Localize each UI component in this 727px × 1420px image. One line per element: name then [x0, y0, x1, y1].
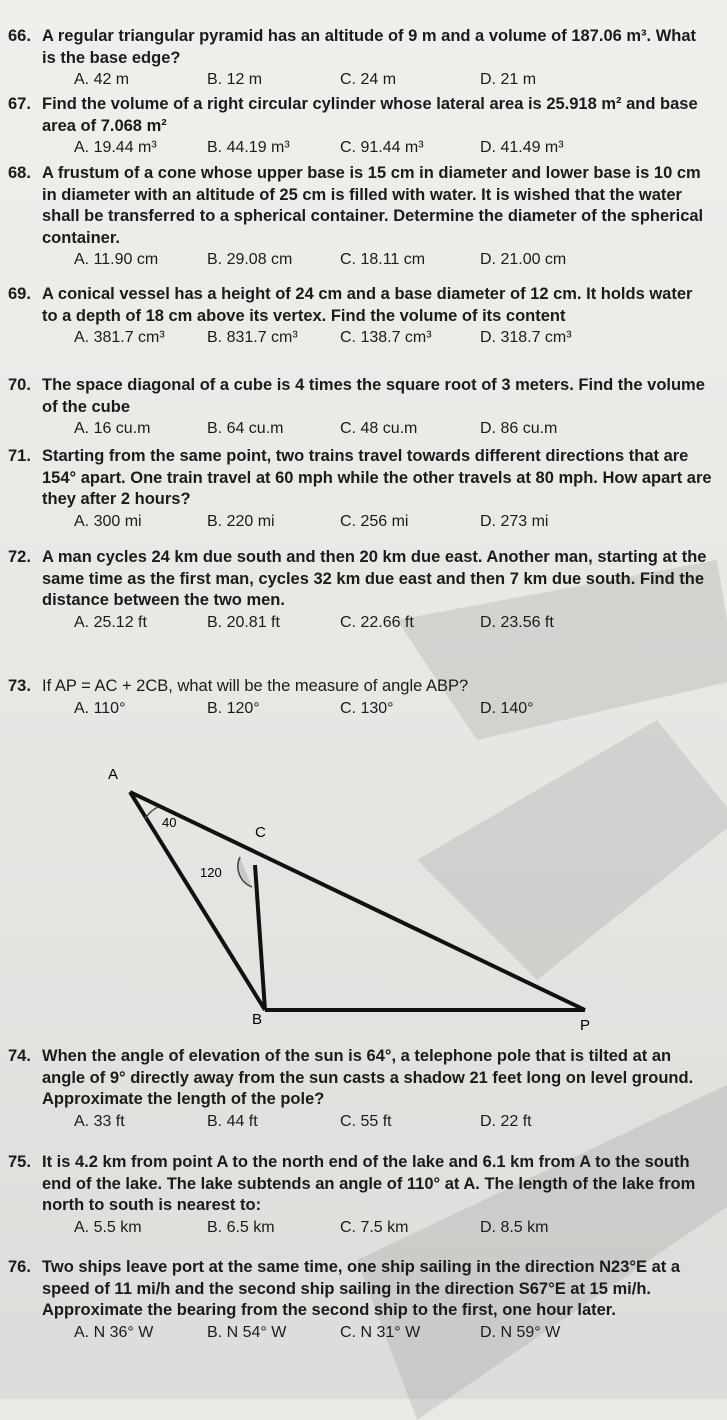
question-number: 73.: [8, 677, 31, 695]
question-text: Find the volume of a right circular cylinder whose lateral area is 25.918 m² and base area of 7.068 m²: [42, 95, 698, 135]
choices: [42, 249, 712, 271]
question-number: 72.: [8, 548, 31, 566]
question-66: [8, 26, 712, 91]
question-70: [8, 375, 712, 440]
label-p: P: [580, 1017, 591, 1034]
choice-d[interactable]: D. 22 ft: [480, 1112, 532, 1130]
question-text: A man cycles 24 km due south and then 20 km due east. Another man, starting at the same time as the first man, cycles 32 km due east and then 7 km due south. Find the distance between the two men.: [42, 548, 707, 609]
choice-b[interactable]: B. 831.7 cm³: [207, 329, 298, 346]
question-number: 75.: [8, 1153, 31, 1171]
choice-a[interactable]: A. 5.5 km: [74, 1218, 142, 1236]
angle-label-a: 40: [162, 815, 177, 830]
choice-c[interactable]: C. 138.7 cm³: [340, 329, 432, 346]
choice-b[interactable]: B. 20.81 ft: [207, 613, 280, 631]
question-number: 68.: [8, 164, 31, 182]
question-text: A conical vessel has a height of 24 cm and a base diameter of 12 cm. It holds water to a depth of 18 cm above its vertex. Find the volume of its content: [42, 285, 693, 325]
question-text: A regular triangular pyramid has an altitude of 9 m and a volume of 187.06 m³. What is the base edge?: [42, 27, 697, 67]
choice-a[interactable]: A. 381.7 cm³: [74, 329, 165, 346]
choices: [42, 698, 712, 720]
choice-c[interactable]: C. 256 mi: [340, 512, 409, 530]
choices: [42, 137, 712, 159]
choice-d[interactable]: D. 21 m: [480, 71, 537, 88]
choice-c[interactable]: C. 55 ft: [340, 1112, 392, 1130]
question-text: If AP = AC + 2CB, what will be the measure of angle ABP?: [42, 677, 469, 695]
angle-arc-c: [238, 857, 252, 887]
question-72: [8, 547, 712, 634]
choice-d[interactable]: D. 318.7 cm³: [480, 329, 572, 346]
question-text: It is 4.2 km from point A to the north end of the lake and 6.1 km from A to the south end of the lake. The lake subtends an angle of 110° at A. The length of the lake from north to south is nearest to:: [42, 1153, 696, 1214]
choice-a[interactable]: A. 110°: [74, 699, 126, 717]
choice-d[interactable]: D. N 59° W: [480, 1323, 561, 1341]
choice-b[interactable]: B. 12 m: [207, 71, 263, 88]
choice-b[interactable]: B. 220 mi: [207, 512, 275, 530]
choice-d[interactable]: D. 21.00 cm: [480, 251, 567, 268]
choice-b[interactable]: B. 120°: [207, 699, 260, 717]
question-76: [8, 1257, 712, 1344]
question-71: [8, 446, 712, 533]
choices: [42, 327, 712, 349]
choice-d[interactable]: D. 273 mi: [480, 512, 549, 530]
choice-c[interactable]: C. 91.44 m³: [340, 139, 424, 156]
choice-b[interactable]: B. 64 cu.m: [207, 420, 284, 437]
question-text: A frustum of a cone whose upper base is 15 cm in diameter and lower base is 10 cm in diameter with an altitude of 25 cm is filled with water. It is wished that the water shall be transferred to a spherical container. Determine the diameter of the spherical container.: [42, 164, 704, 247]
choice-a[interactable]: A. 33 ft: [74, 1112, 125, 1130]
choices: [42, 1217, 712, 1239]
choice-c[interactable]: C. 130°: [340, 699, 394, 717]
question-text: The space diagonal of a cube is 4 times the square root of 3 meters. Find the volume of the cube: [42, 376, 705, 416]
choices: [42, 1111, 712, 1133]
choice-d[interactable]: D. 86 cu.m: [480, 420, 558, 437]
choices: [42, 1322, 712, 1344]
choice-c[interactable]: C. N 31° W: [340, 1323, 421, 1341]
label-c: C: [255, 824, 266, 841]
question-75: [8, 1152, 712, 1239]
question-number: 69.: [8, 285, 31, 303]
question-number: 67.: [8, 95, 31, 113]
choices: [42, 69, 712, 91]
question-68: [8, 163, 712, 271]
question-67: [8, 94, 712, 159]
choice-b[interactable]: B. N 54° W: [207, 1323, 287, 1341]
question-number: 71.: [8, 447, 31, 465]
angle-label-c: 120: [200, 865, 222, 880]
question-text: Starting from the same point, two trains travel towards different directions that are 154° apart. One train travel at 60 mph while the other travels at 80 mph. How apart are they after 2 hours?: [42, 447, 712, 508]
question-74: [8, 1046, 712, 1133]
question-text: When the angle of elevation of the sun is 64°, a telephone pole that is tilted at an angle of 9° directly away from the sun casts a shadow 21 feet long on level ground. Approximate the length of the pole?: [42, 1047, 694, 1108]
choices: [42, 511, 712, 533]
choice-a[interactable]: A. 11.90 cm: [74, 251, 159, 268]
choice-d[interactable]: D. 8.5 km: [480, 1218, 549, 1236]
question-number: 70.: [8, 376, 31, 394]
choice-d[interactable]: D. 140°: [480, 699, 534, 717]
choice-c[interactable]: C. 7.5 km: [340, 1218, 409, 1236]
question-69: [8, 284, 712, 349]
angle-arc-a: [145, 807, 158, 819]
choice-a[interactable]: A. N 36° W: [74, 1323, 154, 1341]
choice-c[interactable]: C. 22.66 ft: [340, 613, 414, 631]
edge-cb: [255, 865, 265, 1010]
question-text: Two ships leave port at the same time, one ship sailing in the direction N23°E at a speed of 11 mi/h and the second ship sailing in the direction S67°E at 15 mi/h. Approximate the bearing from the second ship to the first, one hour later.: [42, 1258, 681, 1319]
choice-a[interactable]: A. 42 m: [74, 71, 130, 88]
choice-c[interactable]: C. 18.11 cm: [340, 251, 426, 268]
choice-c[interactable]: C. 24 m: [340, 71, 397, 88]
label-b: B: [252, 1011, 263, 1028]
choice-b[interactable]: B. 6.5 km: [207, 1218, 275, 1236]
choices: [42, 612, 712, 634]
choice-c[interactable]: C. 48 cu.m: [340, 420, 418, 437]
label-a: A: [108, 766, 119, 783]
triangle-diagram: [100, 757, 620, 1037]
choice-b[interactable]: B. 44.19 m³: [207, 139, 290, 156]
choice-a[interactable]: A. 16 cu.m: [74, 420, 151, 437]
choice-d[interactable]: D. 41.49 m³: [480, 139, 564, 156]
question-73: [8, 676, 712, 720]
choice-b[interactable]: B. 44 ft: [207, 1112, 258, 1130]
choice-a[interactable]: A. 300 mi: [74, 512, 142, 530]
choice-d[interactable]: D. 23.56 ft: [480, 613, 554, 631]
choice-a[interactable]: A. 19.44 m³: [74, 139, 157, 156]
choice-b[interactable]: B. 29.08 cm: [207, 251, 293, 268]
question-number: 76.: [8, 1258, 31, 1276]
choice-a[interactable]: A. 25.12 ft: [74, 613, 147, 631]
choices: [42, 418, 712, 440]
question-number: 66.: [8, 27, 31, 45]
question-number: 74.: [8, 1047, 31, 1065]
